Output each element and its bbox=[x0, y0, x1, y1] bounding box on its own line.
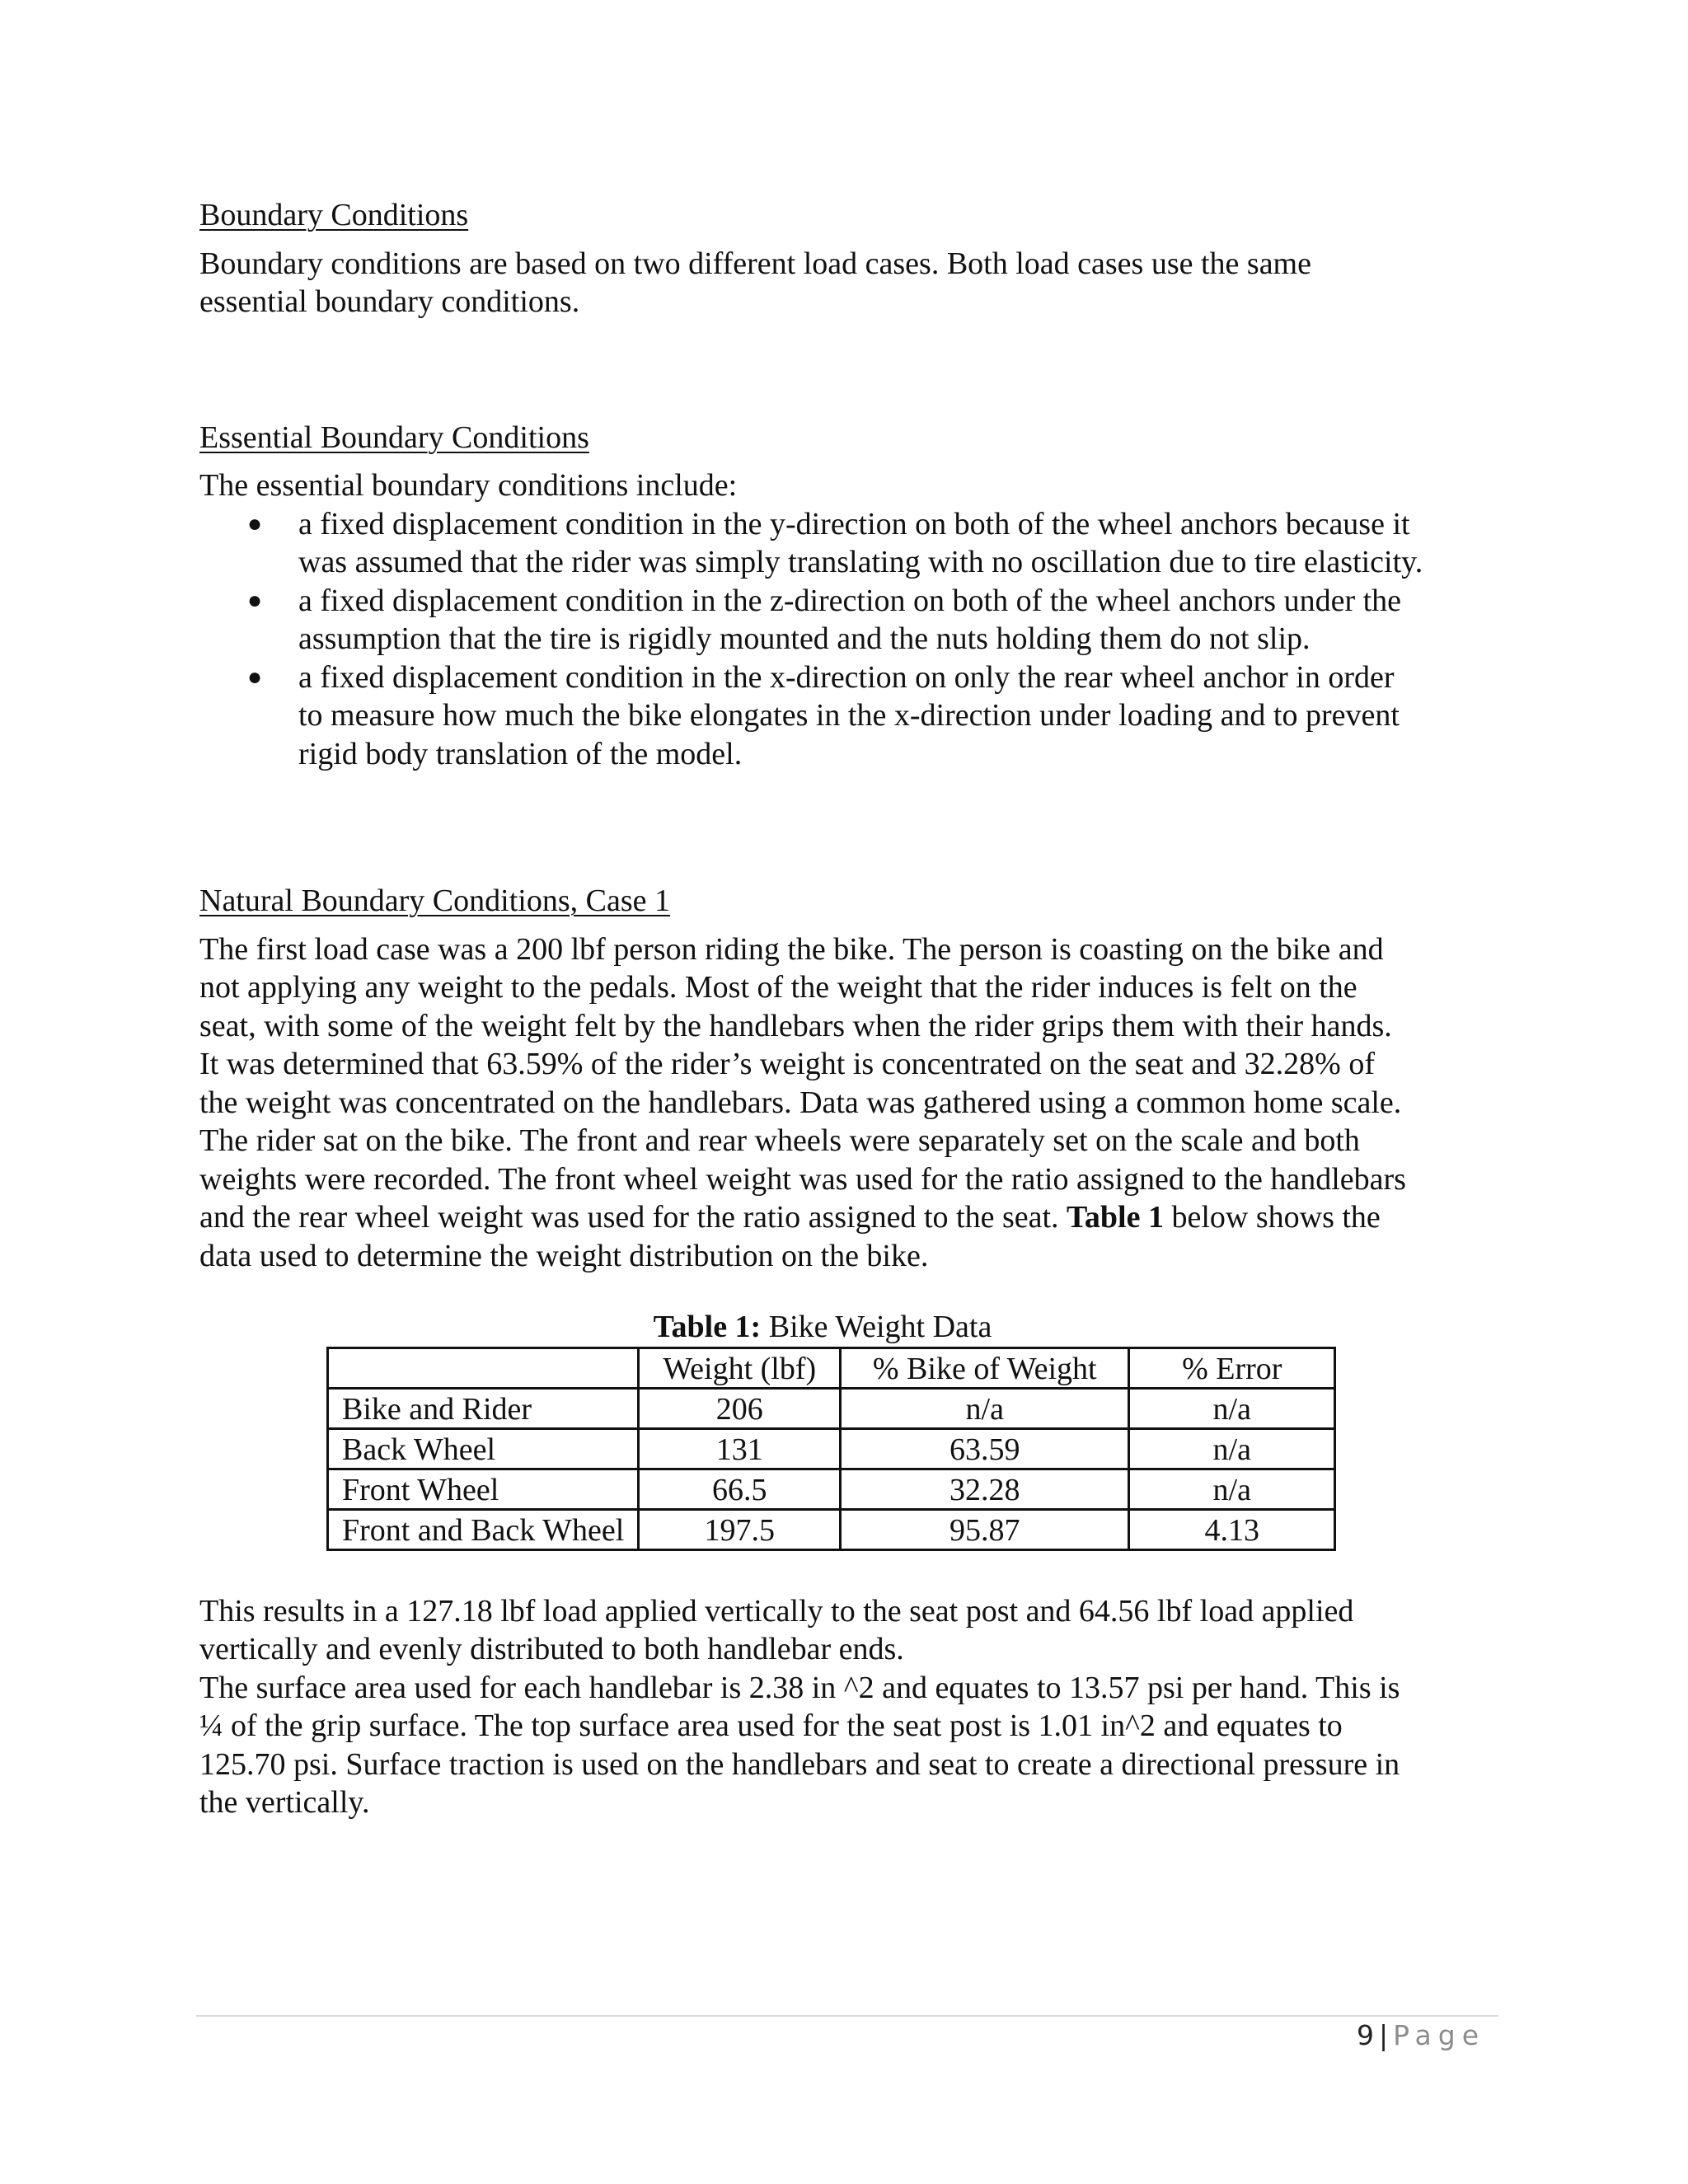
paragraph-line: Boundary conditions are based on two different load cases. Both load cases use the same bbox=[199, 246, 1311, 281]
table-row bbox=[328, 1388, 1335, 1428]
table-cell: 32.28 bbox=[841, 1469, 1129, 1509]
page-content bbox=[199, 196, 1485, 1822]
table-header-cell bbox=[328, 1347, 639, 1388]
table-caption-title: Bike Weight Data bbox=[761, 1310, 992, 1344]
paragraph-line: The essential boundary conditions include: bbox=[199, 468, 738, 503]
table-cell: n/a bbox=[841, 1388, 1129, 1428]
paragraph-line: The first load case was a 200 lbf person riding the bike. The person is coasting on the bike and bbox=[199, 931, 1384, 967]
table-header-cell: Weight (lbf) bbox=[639, 1347, 841, 1388]
bullet-icon: ● bbox=[247, 586, 263, 614]
paragraph-line: This results in a 127.18 lbf load applied vertically to the seat post and 64.56 lbf load applied bbox=[199, 1593, 1354, 1629]
bullet-icon: ● bbox=[247, 509, 263, 537]
page-label: Page bbox=[1393, 2019, 1485, 2051]
paragraph-line: The rider sat on the bike. The front and rear wheels were separately set on the scale and both bbox=[199, 1123, 1360, 1158]
table-cell: 63.59 bbox=[841, 1428, 1129, 1469]
table-header-row bbox=[328, 1347, 1335, 1388]
list-item-line: to measure how much the bike elongates in the x-direction under loading and to prevent bbox=[298, 698, 1400, 733]
page-footer bbox=[1357, 2018, 1485, 2054]
table-cell: 131 bbox=[639, 1428, 841, 1469]
paragraph-line: vertically and evenly distributed to both handlebar ends. bbox=[199, 1632, 904, 1666]
list-item-line: was assumed that the rider was simply translating with no oscillation due to tire elasticity. bbox=[298, 545, 1423, 579]
footer-divider bbox=[196, 2015, 1498, 2017]
list-item-line: a fixed displacement condition in the x-direction on only the rear wheel anchor in order bbox=[298, 659, 1395, 695]
table-cell: Back Wheel bbox=[328, 1428, 639, 1469]
paragraph-line: seat, with some of the weight felt by the handlebars when the rider grips them with their hands. bbox=[199, 1008, 1392, 1043]
paragraph-line bbox=[199, 1198, 1485, 1237]
table-cell: 197.5 bbox=[639, 1509, 841, 1549]
table-cell: 95.87 bbox=[841, 1509, 1129, 1549]
table-cell: 206 bbox=[639, 1388, 841, 1428]
table-cell: n/a bbox=[1129, 1388, 1335, 1428]
inline-text: and the rear wheel weight was used for the ratio assigned to the seat. bbox=[199, 1200, 1067, 1235]
table-cell: Bike and Rider bbox=[328, 1388, 639, 1428]
list-item-line: a fixed displacement condition in the y-direction on both of the wheel anchors because it bbox=[298, 506, 1410, 541]
page-number: 9 bbox=[1356, 2019, 1374, 2051]
paragraph-line: It was determined that 63.59% of the rider’s weight is concentrated on the seat and 32.28% of bbox=[199, 1047, 1375, 1081]
paragraph-line: the vertically. bbox=[199, 1785, 370, 1820]
table-cell: 4.13 bbox=[1129, 1509, 1335, 1549]
bike-weight-table bbox=[326, 1347, 1336, 1551]
inline-text: below shows the bbox=[1163, 1200, 1381, 1235]
paragraph-line: weights were recorded. The front wheel weight was used for the ratio assigned to the handlebars bbox=[199, 1161, 1406, 1197]
paragraph-line: ¼ of the grip surface. The top surface area used for the seat post is 1.01 in^2 and equates to bbox=[199, 1708, 1343, 1743]
paragraph-line: not applying any weight to the pedals. Most of the weight that the rider induces is felt on the bbox=[199, 970, 1357, 1005]
essential-conditions-list bbox=[199, 505, 1485, 774]
load-case-paragraph bbox=[199, 930, 1485, 1276]
table-cell: n/a bbox=[1129, 1428, 1335, 1469]
table-row bbox=[328, 1509, 1335, 1549]
spacer bbox=[199, 321, 1485, 419]
essential-boundary-conditions-heading: Essential Boundary Conditions bbox=[199, 419, 589, 455]
table-caption-label: Table 1: bbox=[653, 1310, 762, 1344]
paragraph-line: the weight was concentrated on the handlebars. Data was gathered using a common home scale. bbox=[199, 1085, 1402, 1120]
list-item bbox=[199, 658, 1485, 774]
table-cell: Front and Back Wheel bbox=[328, 1509, 639, 1549]
table-caption bbox=[160, 1308, 1485, 1347]
natural-boundary-conditions-heading: Natural Boundary Conditions, Case 1 bbox=[199, 883, 670, 918]
paragraph-line: The surface area used for each handlebar is 2.38 in ^2 and equates to 13.57 psi per hand. This is bbox=[199, 1670, 1400, 1705]
boundary-conditions-heading: Boundary Conditions bbox=[199, 198, 469, 232]
bullet-icon: ● bbox=[247, 663, 263, 691]
table-header-cell: % Error bbox=[1129, 1347, 1335, 1388]
list-item-line: rigid body translation of the model. bbox=[298, 736, 743, 771]
paragraph-line: data used to determine the weight distribution on the bike. bbox=[199, 1238, 929, 1273]
paragraph-line: essential boundary conditions. bbox=[199, 284, 580, 319]
table-cell: 66.5 bbox=[639, 1469, 841, 1509]
list-item bbox=[199, 582, 1485, 658]
table-header-cell: % Bike of Weight bbox=[841, 1347, 1129, 1388]
table-row bbox=[328, 1469, 1335, 1509]
spacer bbox=[199, 773, 1485, 882]
essential-intro bbox=[199, 466, 1485, 505]
table-cell: n/a bbox=[1129, 1469, 1335, 1509]
list-item bbox=[199, 505, 1485, 582]
boundary-conditions-paragraph bbox=[199, 245, 1485, 321]
list-item-line: assumption that the tire is rigidly mounted and the nuts holding them do not slip. bbox=[298, 621, 1311, 656]
list-item-line: a fixed displacement condition in the z-direction on both of the wheel anchors under the bbox=[298, 583, 1402, 618]
table-reference: Table 1 bbox=[1067, 1200, 1164, 1235]
table-row bbox=[328, 1428, 1335, 1469]
load-results-paragraph bbox=[199, 1592, 1485, 1822]
paragraph-line: 125.70 psi. Surface traction is used on the handlebars and seat to create a directional pressure in bbox=[199, 1746, 1400, 1782]
footer-separator: | bbox=[1378, 2019, 1389, 2051]
table-cell: Front Wheel bbox=[328, 1469, 639, 1509]
